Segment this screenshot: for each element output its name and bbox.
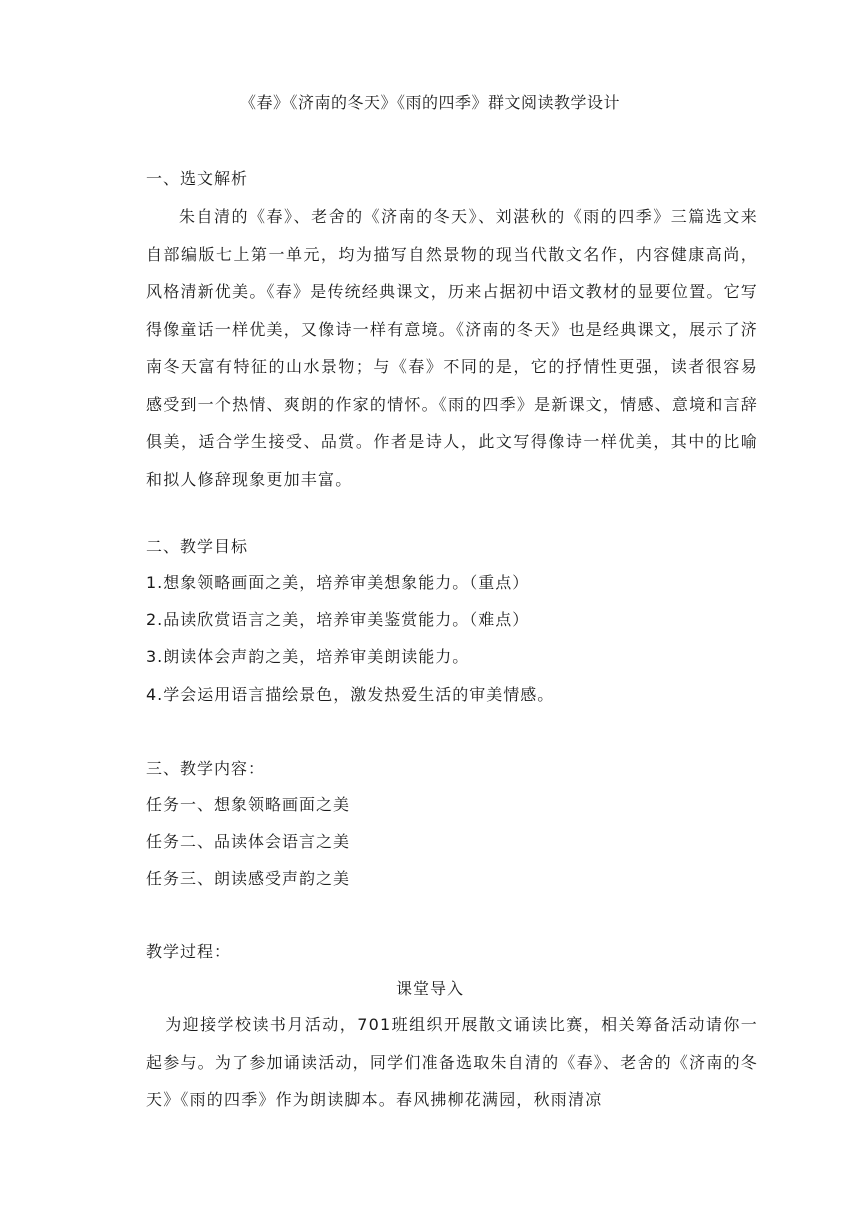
intro-paragraph: 为迎接学校读书月活动，701班组织开展散文诵读比赛，相关筹备活动请你一起参与。为了参加诵读活动，同学们准备选取朱自清的《春》、老舍的《济南的冬天》《雨的四季》作为朗读脚本。春风拂柳花满园，秋雨清凉 — [146, 1015, 758, 1109]
section-heading-content: 三、教学内容： — [146, 759, 266, 778]
goal-item: 4.学会运用语言描绘景色，激发热爱生活的审美情感。 — [146, 685, 555, 704]
task-item: 任务一、想象领略画面之美 — [146, 795, 351, 814]
task-item: 任务二、品读体会语言之美 — [146, 832, 351, 851]
goal-item: 2.品读欣赏语言之美，培养审美鉴赏能力。（难点） — [146, 610, 530, 629]
analysis-paragraph: 朱自清的《春》、老舍的《济南的冬天》、刘湛秋的《雨的四季》三篇选文来自部编版七上第一单元，均为描写自然景物的现当代散文名作，内容健康高尚，风格清新优美。《春》是传统经典课文，历来占据初中语文教材的显要位置。它写得像童话一样优美，又像诗一样有意境。《济南的冬天》也是经典课文，展示了济南冬天富有特征的山水景物；与《春》不同的是，它的抒情性更强，读者很容易感受到一个热情、爽朗的作家的情怀。《雨的四季》是新课文，情感、意境和言辞俱美，适合学生接受、品赏。作者是诗人，此文写得像诗一样优美，其中的比喻和拟人修辞现象更加丰富。 — [146, 207, 758, 489]
intro-subheading: 课堂导入 — [395, 979, 464, 998]
section-heading-goals: 二、教学目标 — [146, 537, 249, 556]
task-item: 任务三、朗读感受声韵之美 — [146, 869, 351, 888]
goal-item: 3.朗读体会声韵之美，培养审美朗读能力。 — [146, 647, 470, 666]
goal-item: 1.想象领略画面之美，培养审美想象能力。（重点） — [146, 573, 530, 592]
document-title: 《春》《济南的冬天》《雨的四季》群文阅读教学设计 — [239, 93, 620, 112]
process-heading: 教学过程： — [146, 942, 232, 961]
section-heading-analysis: 一、选文解析 — [146, 169, 249, 188]
